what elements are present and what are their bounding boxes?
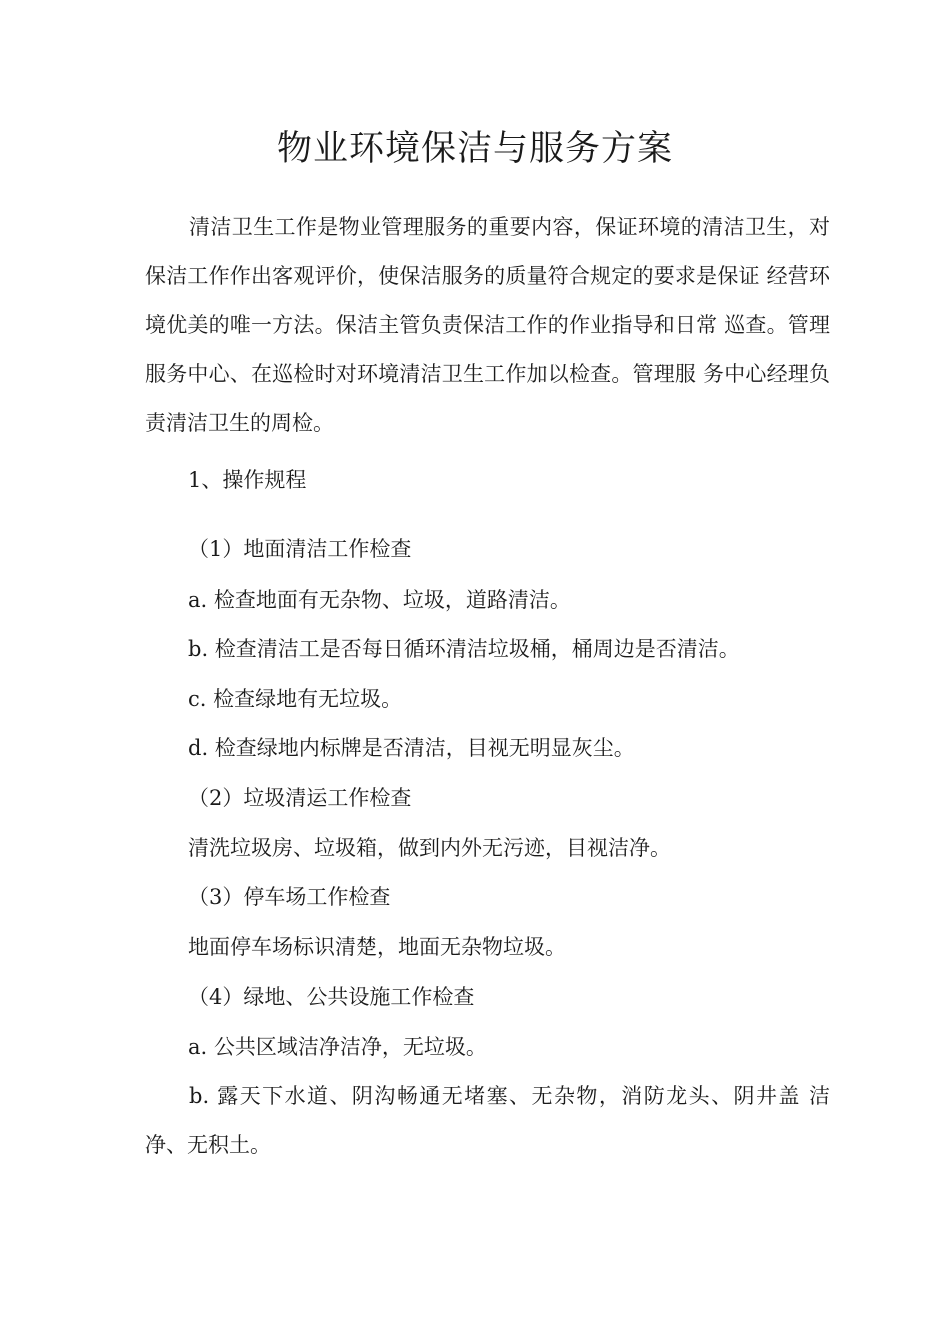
subsection-heading-garbage-removal: （2）垃圾清运工作检查 <box>188 786 412 810</box>
section-heading-operating-rules: 1、操作规程 <box>188 468 307 492</box>
list-item: b. 检查清洁工是否每日循环清洁垃圾桶，桶周边是否清洁。 <box>188 637 740 661</box>
subsection-heading-green-public-facilities: （4）绿地、公共设施工作检查 <box>188 985 475 1009</box>
list-item: b. 露天下水道、阴沟畅通无堵塞、无杂物，消防龙头、阴井盖 洁净、无积土。 <box>145 1084 830 1157</box>
list-item: a. 检查地面有无杂物、垃圾，道路清洁。 <box>188 588 571 612</box>
list-item: c. 检查绿地有无垃圾。 <box>188 687 403 711</box>
intro-paragraph: 清洁卫生工作是物业管理服务的重要内容，保证环境的清洁卫生，对保洁工作作出客观评价，使保洁服务的质量符合规定的要求是保证 经营环境优美的唯一方法。保洁主管负责保洁工作的作业指导和日常 巡查。管理服务中心、在巡检时对环境清洁卫生工作加以检查。管理服 务中心经理负责清洁卫生的周检。 <box>145 215 830 435</box>
list-item: a. 公共区域洁净洁净，无垃圾。 <box>188 1035 487 1059</box>
list-item: d. 检查绿地内标牌是否清洁，目视无明显灰尘。 <box>188 736 635 760</box>
subsection-text: 清洗垃圾房、垃圾箱，做到内外无污迹，目视洁净。 <box>188 836 671 860</box>
subsection-heading-parking: （3）停车场工作检查 <box>188 885 391 909</box>
document-title: 物业环境保洁与服务方案 <box>276 129 673 169</box>
subsection-text: 地面停车场标识清楚，地面无杂物垃圾。 <box>188 935 566 959</box>
subsection-heading-ground-cleaning: （1）地面清洁工作检查 <box>188 537 412 561</box>
